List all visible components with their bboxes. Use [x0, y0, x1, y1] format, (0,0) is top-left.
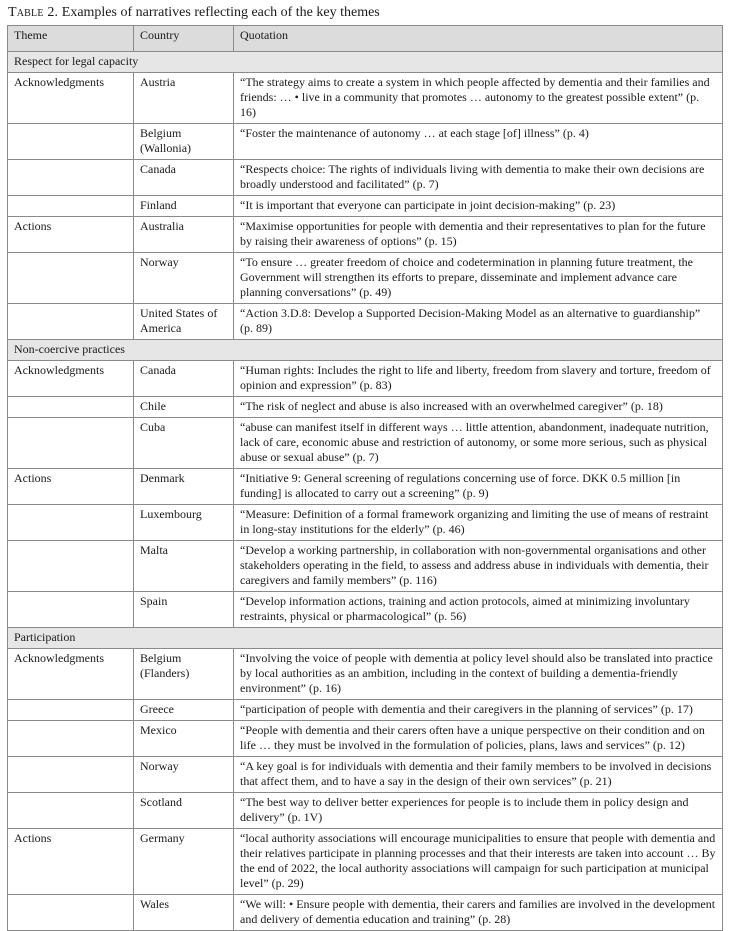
country-cell: Australia — [134, 217, 234, 253]
quotation-cell: “The strategy aims to create a system in which people affected by dementia and their families and friends: … • live in a community that promotes … autonomy to the greatest possible extent” (p. 16) — [234, 73, 723, 124]
quotation-cell: “Human rights: Includes the right to life and liberty, freedom from slavery and torture, freedom of opinion and expression” (p. 83) — [234, 361, 723, 397]
table-row — [8, 541, 723, 592]
table-row — [8, 700, 723, 721]
theme-cell — [8, 700, 134, 721]
quotation-cell: “Maximise opportunities for people with dementia and their representatives to plan for the future by raising their awareness of options” (p. 15) — [234, 217, 723, 253]
table-row — [8, 721, 723, 757]
table-row — [8, 829, 723, 895]
theme-cell — [8, 757, 134, 793]
quotation-cell: “Action 3.D.8: Develop a Supported Decision-Making Model as an alternative to guardianship” (p. 89) — [234, 304, 723, 340]
quotation-cell: “A key goal is for individuals with dementia and their family members to be involved in decisions that affect them, and to have a say in the design of their own services” (p. 21) — [234, 757, 723, 793]
quotation-cell: “People with dementia and their carers often have a unique perspective on their condition and on life … they must be involved in the formulation of policies, plans, laws and services” (p. 12) — [234, 721, 723, 757]
country-cell: Spain — [134, 592, 234, 628]
table-row — [8, 592, 723, 628]
narratives-table — [7, 25, 723, 931]
table-row — [8, 469, 723, 505]
country-cell: Chile — [134, 397, 234, 418]
quotation-cell: “participation of people with dementia and their caregivers in the planning of services” (p. 17) — [234, 700, 723, 721]
theme-cell — [8, 160, 134, 196]
table-row — [8, 217, 723, 253]
header-quotation: Quotation — [234, 26, 723, 52]
section-row — [8, 52, 723, 73]
table-caption-label: Table 2. — [8, 5, 59, 20]
theme-cell — [8, 304, 134, 340]
table-caption-text: Examples of narratives reflecting each of the key themes — [58, 5, 380, 20]
country-cell: Belgium (Wallonia) — [134, 124, 234, 160]
table-header-row — [8, 26, 723, 52]
country-cell: Germany — [134, 829, 234, 895]
theme-cell: Actions — [8, 217, 134, 253]
table-row — [8, 757, 723, 793]
theme-cell — [8, 793, 134, 829]
country-cell: Denmark — [134, 469, 234, 505]
country-cell: Mexico — [134, 721, 234, 757]
section-title: Respect for legal capacity — [8, 52, 723, 73]
country-cell: Belgium (Flanders) — [134, 649, 234, 700]
country-cell: Cuba — [134, 418, 234, 469]
header-country: Country — [134, 26, 234, 52]
country-cell: Finland — [134, 196, 234, 217]
country-cell: Luxembourg — [134, 505, 234, 541]
quotation-cell: “Develop information actions, training and action protocols, aimed at minimizing involuntary restraints, physical or pharmacological” (p. 56) — [234, 592, 723, 628]
theme-cell — [8, 895, 134, 931]
quotation-cell: “abuse can manifest itself in different ways … little attention, abandonment, inadequate nutrition, lack of care, economic abuse and restriction of autonomy, or some more serious, such as physical abuse or sexual abuse” (p. 7) — [234, 418, 723, 469]
table-row — [8, 895, 723, 931]
country-cell: Scotland — [134, 793, 234, 829]
quotation-cell: “Respects choice: The rights of individuals living with dementia to make their own decisions are broadly understood and facilitated” (p. 7) — [234, 160, 723, 196]
quotation-cell: “Develop a working partnership, in collaboration with non-governmental organisations and other stakeholders operating in the field, to assess and address abuse in individuals with dementia, their caregivers and family members” (p. 116) — [234, 541, 723, 592]
table-row — [8, 397, 723, 418]
table-row — [8, 649, 723, 700]
table-row — [8, 73, 723, 124]
table-row — [8, 793, 723, 829]
table-row — [8, 124, 723, 160]
table-row — [8, 418, 723, 469]
country-cell: Canada — [134, 160, 234, 196]
quotation-cell: “Foster the maintenance of autonomy … at each stage [of] illness” (p. 4) — [234, 124, 723, 160]
country-cell: Norway — [134, 253, 234, 304]
theme-cell — [8, 418, 134, 469]
country-cell: Austria — [134, 73, 234, 124]
table-body — [8, 52, 723, 931]
theme-cell — [8, 541, 134, 592]
theme-cell — [8, 505, 134, 541]
country-cell: Canada — [134, 361, 234, 397]
section-row — [8, 340, 723, 361]
quotation-cell: “It is important that everyone can participate in joint decision-making” (p. 23) — [234, 196, 723, 217]
theme-cell: Actions — [8, 829, 134, 895]
theme-cell: Acknowledgments — [8, 73, 134, 124]
section-row — [8, 628, 723, 649]
table-row — [8, 304, 723, 340]
country-cell: United States of America — [134, 304, 234, 340]
quotation-cell: “The best way to deliver better experiences for people is to include them in policy design and delivery” (p. 1V) — [234, 793, 723, 829]
country-cell: Greece — [134, 700, 234, 721]
country-cell: Wales — [134, 895, 234, 931]
quotation-cell: “To ensure … greater freedom of choice and codetermination in planning future treatment, the Government will strengthen its efforts to prepare, disseminate and implement advance care planning conversations” (p. 49) — [234, 253, 723, 304]
country-cell: Norway — [134, 757, 234, 793]
theme-cell — [8, 721, 134, 757]
quotation-cell: “Involving the voice of people with dementia at policy level should also be translated into practice by local authorities as an ambition, including in the context of building a dementia-friendly environment” (p. 16) — [234, 649, 723, 700]
quotation-cell: “We will: • Ensure people with dementia, their carers and families are involved in the development and delivery of dementia education and training” (p. 28) — [234, 895, 723, 931]
theme-cell: Acknowledgments — [8, 649, 134, 700]
theme-cell — [8, 124, 134, 160]
quotation-cell: “Initiative 9: General screening of regulations concerning use of force. DKK 0.5 million [in funding] is allocated to carry out a screening” (p. 9) — [234, 469, 723, 505]
table-row — [8, 361, 723, 397]
country-cell: Malta — [134, 541, 234, 592]
table-row — [8, 253, 723, 304]
table-row — [8, 505, 723, 541]
header-theme: Theme — [8, 26, 134, 52]
theme-cell — [8, 592, 134, 628]
section-title: Non-coercive practices — [8, 340, 723, 361]
table-caption — [8, 4, 380, 22]
quotation-cell: “local authority associations will encourage municipalities to ensure that people with dementia and their relatives participate in planning processes and that their interests are taken into account … By the end of 2022, the local authority associations will campaign for such participation at municipal level” (p. 29) — [234, 829, 723, 895]
theme-cell: Actions — [8, 469, 134, 505]
theme-cell — [8, 196, 134, 217]
quotation-cell: “Measure: Definition of a formal framework organizing and limiting the use of means of restraint in long-stay institutions for the elderly” (p. 46) — [234, 505, 723, 541]
theme-cell: Acknowledgments — [8, 361, 134, 397]
quotation-cell: “The risk of neglect and abuse is also increased with an overwhelmed caregiver” (p. 18) — [234, 397, 723, 418]
theme-cell — [8, 253, 134, 304]
table-row — [8, 196, 723, 217]
section-title: Participation — [8, 628, 723, 649]
table-row — [8, 160, 723, 196]
theme-cell — [8, 397, 134, 418]
